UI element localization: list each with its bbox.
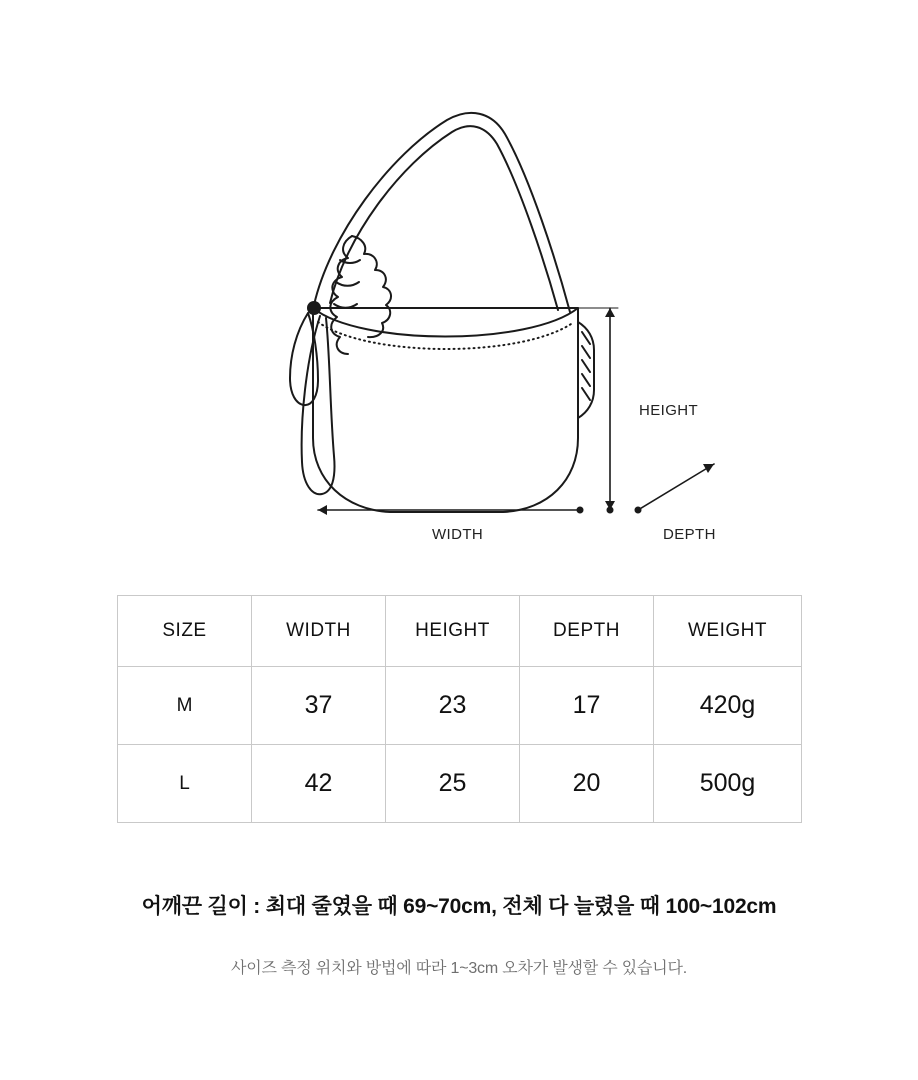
cell-size: M bbox=[118, 667, 252, 745]
table-header-row bbox=[118, 596, 802, 667]
column-header-size: SIZE bbox=[118, 596, 252, 667]
dimension-label-height: HEIGHT bbox=[639, 402, 699, 419]
column-header-height: HEIGHT bbox=[386, 596, 520, 667]
cell-height: 23 bbox=[386, 667, 520, 745]
cell-weight: 420g bbox=[654, 667, 802, 745]
column-header-weight: WEIGHT bbox=[654, 596, 802, 667]
strap-length-note: 어깨끈 길이 : 최대 줄였을 때 69~70cm, 전체 다 늘렸을 때 100~102cm bbox=[141, 895, 777, 918]
bag-line-drawing-svg bbox=[0, 60, 918, 570]
dimension-label-width: WIDTH bbox=[432, 526, 484, 543]
column-header-width: WIDTH bbox=[252, 596, 386, 667]
bag-illustration bbox=[0, 60, 918, 570]
size-table bbox=[117, 595, 802, 823]
dimension-label-depth: DEPTH bbox=[663, 526, 716, 543]
cell-width: 37 bbox=[252, 667, 386, 745]
cell-size: L bbox=[118, 745, 252, 823]
table-row bbox=[118, 745, 802, 823]
size-table-container bbox=[117, 595, 801, 823]
cell-depth: 20 bbox=[520, 745, 654, 823]
measurement-tolerance-note: 사이즈 측정 위치와 방법에 따라 1~3cm 오차가 발생할 수 있습니다. bbox=[230, 960, 688, 977]
cell-width: 42 bbox=[252, 745, 386, 823]
cell-height: 25 bbox=[386, 745, 520, 823]
table-row bbox=[118, 667, 802, 745]
column-header-depth: DEPTH bbox=[520, 596, 654, 667]
cell-depth: 17 bbox=[520, 667, 654, 745]
cell-weight: 500g bbox=[654, 745, 802, 823]
